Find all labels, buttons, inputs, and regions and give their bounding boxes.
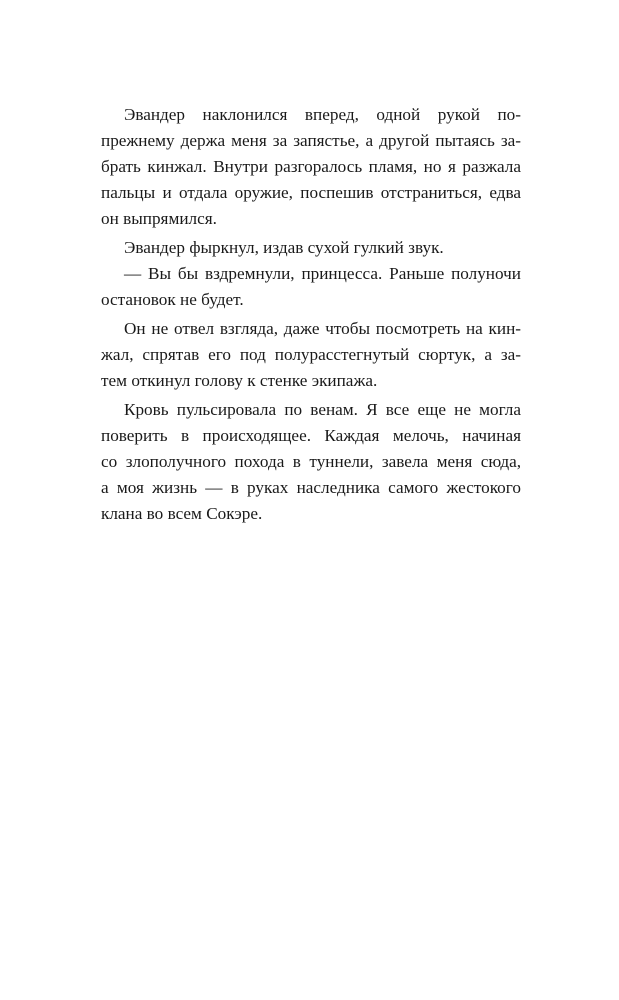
paragraph-5-line-4: а моя жизнь — в руках наследника самого жестокого: [101, 478, 521, 497]
paragraph-1-line-3: брать кинжал. Внутри разгоралось пламя, но я разжала: [101, 157, 521, 176]
paragraph-5-line-2: поверить в происходящее. Каждая мелочь, начиная: [101, 426, 521, 445]
body-text: [101, 102, 521, 527]
paragraph-4-line-3: тем откинул голову к стенке экипажа.: [101, 371, 378, 390]
paragraph-2-line-1: Эвандер фыркнул, издав сухой гулкий звук.: [124, 238, 444, 257]
paragraph-5-line-5: клана во всем Сокэре.: [101, 504, 263, 523]
paragraph-1-line-5: он выпрямился.: [101, 209, 217, 228]
paragraph-3-line-1: — Вы бы вздремнули, принцесса. Раньше полуночи: [124, 264, 521, 283]
paragraph-1-line-1: Эвандер наклонился вперед, одной рукой по-: [124, 105, 521, 124]
paragraph-1-line-4: пальцы и отдала оружие, поспешив отстраниться, едва: [101, 183, 521, 202]
paragraph-4-line-2: жал, спрятав его под полурасстегнутый сюртук, а за-: [101, 345, 521, 364]
paragraph-4-line-1: Он не отвел взгляда, даже чтобы посмотреть на кин-: [124, 319, 521, 338]
paragraph-5-line-3: со злополучного похода в туннели, завела меня сюда,: [101, 452, 521, 471]
paragraph-1-line-2: прежнему держа меня за запястье, а другой пытаясь за-: [101, 131, 521, 150]
paragraph-3-line-2: остановок не будет.: [101, 290, 244, 309]
paragraph-5-line-1: Кровь пульсировала по венам. Я все еще не могла: [124, 400, 521, 419]
